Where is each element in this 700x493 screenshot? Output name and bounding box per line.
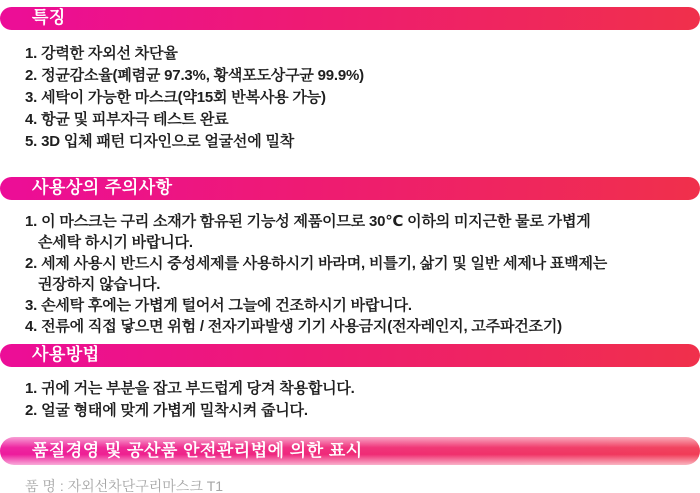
precaution-item-4: 4. 전류에 직접 닿으면 위험 / 전자기파발생 기기 사용금지(전자레인지, 고주파건조기) bbox=[25, 318, 562, 335]
feature-item-3: 3. 세탁이 가능한 마스크(약15회 반복사용 가능) bbox=[25, 89, 326, 106]
feature-item-5: 5. 3D 입체 패턴 디자인으로 얼굴선에 밀착 bbox=[25, 133, 295, 150]
precaution-item-3: 3. 손세탁 후에는 가볍게 털어서 그늘에 건조하시기 바랍니다. bbox=[25, 297, 412, 314]
precautions-list bbox=[0, 211, 700, 337]
usage-list bbox=[0, 378, 700, 422]
feature-item-1: 1. 강력한 자외선 차단율 bbox=[25, 45, 178, 62]
legal-label-info bbox=[0, 476, 700, 493]
section-title-legal-label: 품질경영 및 공산품 안전관리법에 의한 표시 bbox=[32, 440, 363, 460]
section-header-precautions bbox=[0, 177, 700, 200]
section-title-precautions: 사용상의 주의사항 bbox=[32, 178, 173, 197]
section-title-features: 특징 bbox=[32, 8, 66, 27]
precaution-item-1-cont: 손세탁 하시기 바랍니다. bbox=[38, 234, 193, 251]
product-name-line: 품 명 : 자외선차단구리마스크 T1 bbox=[25, 478, 224, 493]
section-header-legal-label bbox=[0, 437, 700, 465]
precaution-item-2-cont: 권장하지 않습니다. bbox=[38, 276, 161, 293]
section-header-usage bbox=[0, 344, 700, 367]
precaution-item-2: 2. 세제 사용시 반드시 중성세제를 사용하시기 바라며, 비틀기, 삶기 및 일반 세제나 표백제는 bbox=[25, 255, 608, 272]
section-title-usage: 사용방법 bbox=[32, 345, 100, 364]
section-header-features bbox=[0, 7, 700, 30]
precaution-item-1: 1. 이 마스크는 구리 소재가 함유된 기능성 제품이므로 30℃ 이하의 미지근한 물로 가볍게 bbox=[25, 213, 591, 230]
feature-item-4: 4. 항균 및 피부자극 테스트 완료 bbox=[25, 111, 229, 128]
usage-item-2: 2. 얼굴 형태에 맞게 가볍게 밀착시켜 줍니다. bbox=[25, 402, 308, 419]
usage-item-1: 1. 귀에 거는 부분을 잡고 부드럽게 당겨 착용합니다. bbox=[25, 380, 355, 397]
feature-item-2: 2. 정균감소율(폐렴균 97.3%, 황색포도상구균 99.9%) bbox=[25, 67, 364, 84]
features-list bbox=[0, 43, 700, 153]
